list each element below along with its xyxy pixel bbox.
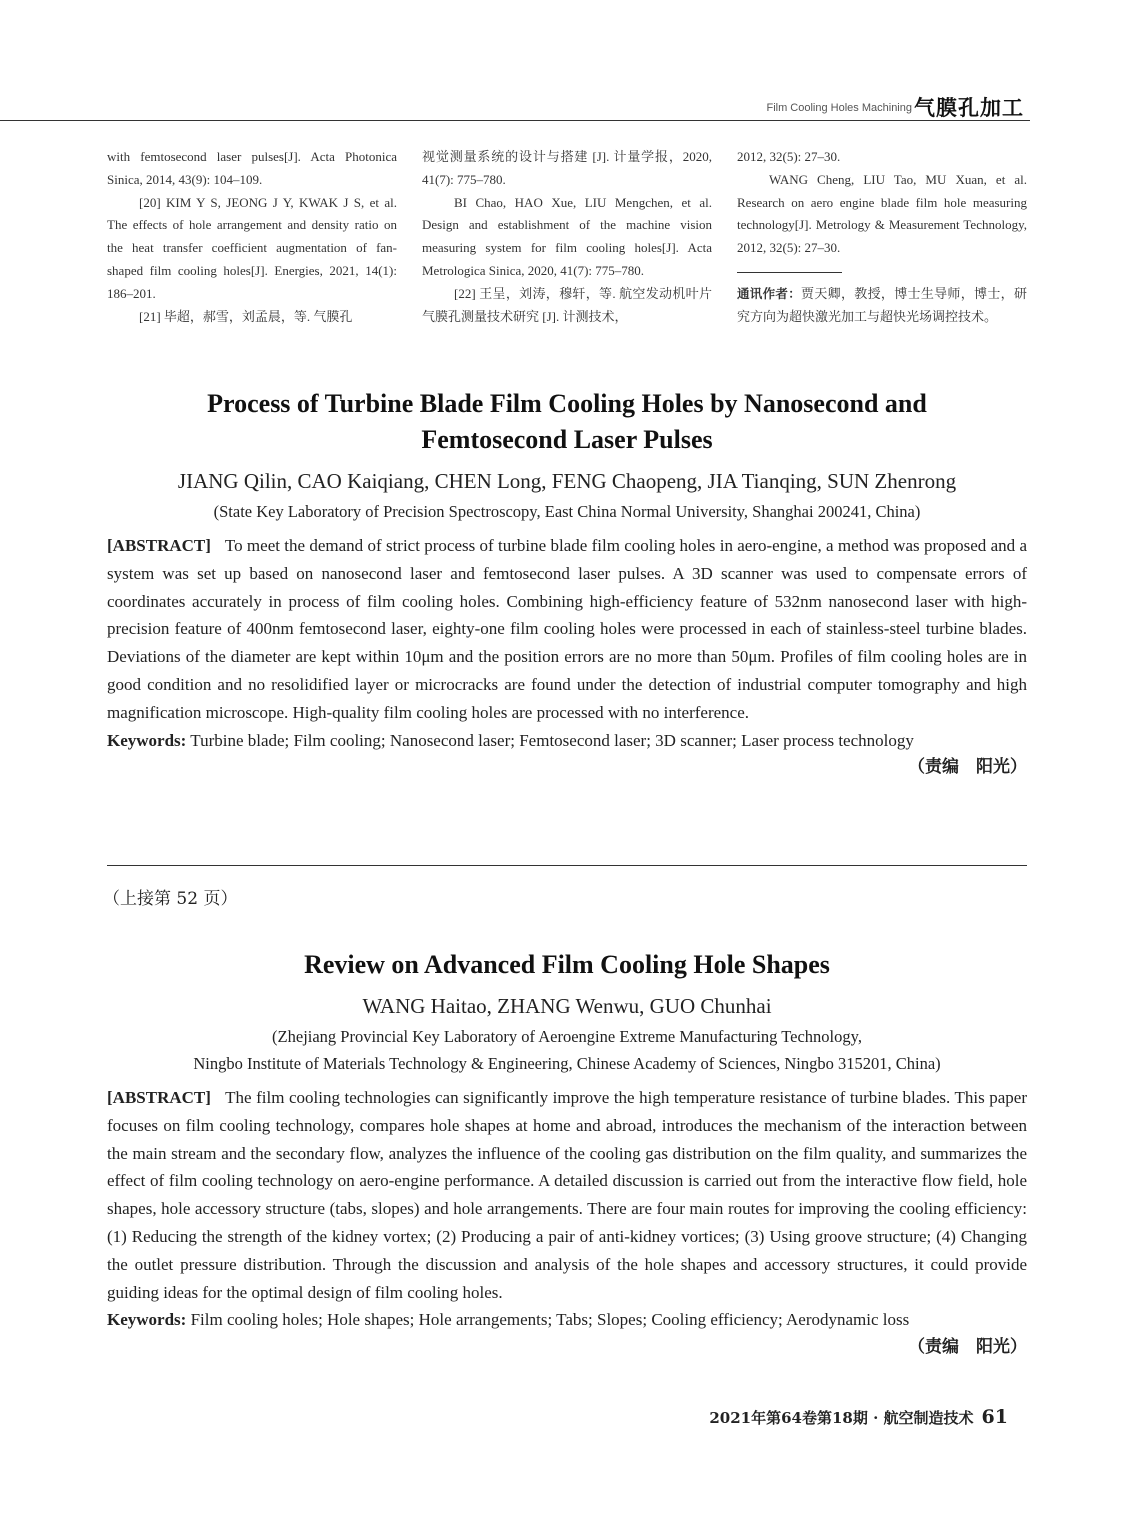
reference-entry: 2012, 32(5): 27–30. [737, 149, 841, 164]
article-1-affiliation: (State Key Laboratory of Precision Spectroscopy, East China Normal University, Shanghai 200241, China) [213, 502, 921, 521]
references-column-1 [107, 146, 397, 328]
article-2-abstract [107, 1084, 1027, 1306]
section-divider [107, 865, 1027, 866]
references-column-3 [737, 146, 1027, 329]
abstract-label: [ABSTRACT] [107, 1088, 211, 1107]
abstract-text: To meet the demand of strict process of turbine blade film cooling holes in aero-engine, a method was proposed and a system was set up based on nanosecond laser and femtosecond laser pulses. A 3D scanner was used to compensate errors of coordinates accurately in process of film cooling holes. Combining high-efficiency feature of 532nm nanosecond laser with high-precision feature of 400nm femtosecond laser, eighty-one film cooling holes were processed in each of stainless-steel turbine blades. Deviations of the diameter are kept within 10μm and the position errors are no more than 50μm. Profiles of film cooling holes are in good condition and no resolidified layer or microcracks are found under the detection of industrial computer tomography and high magnification microscope. High-quality film cooling holes are processed with no interference. [107, 536, 1027, 722]
article-2-affiliation-line-2: Ningbo Institute of Materials Technology & Engineering, Chinese Academy of Sciences, Ningbo 315201, China) [193, 1054, 941, 1073]
keywords-text: Film cooling holes; Hole shapes; Hole arrangements; Tabs; Slopes; Cooling efficiency; Aerodynamic loss [190, 1310, 910, 1330]
keywords-text: Turbine blade; Film cooling; Nanosecond laser; Femtosecond laser; 3D scanner; Laser process technology [190, 730, 914, 750]
correspondence-label: 通讯作者： [737, 285, 802, 301]
article-1-keywords [107, 727, 1027, 755]
keywords-label: Keywords: [107, 1310, 187, 1330]
article-2-affiliation [107, 1023, 1027, 1077]
reference-entry: [20] KIM Y S, JEONG J Y, KWAK J S, et al. The effects of hole arrangement and density ratio on the heat transfer coefficient augmentation of fan-shaped film cooling holes[J]. Energies, 2021, 14(1): 186–201. [107, 194, 397, 301]
article-1-title-line-1: Process of Turbine Blade Film Cooling Holes by Nanosecond and [207, 389, 927, 418]
page-number: 61 [981, 1406, 1008, 1428]
article-1-authors: JIANG Qilin, CAO Kaiqiang, CHEN Long, FENG Chaopeng, JIA Tianqing, SUN Zhenrong [177, 469, 957, 493]
reference-entry: [21] 毕超，郝雪，刘孟晨，等. 气膜孔 [139, 308, 353, 324]
reference-entry: WANG Cheng, LIU Tao, MU Xuan, et al. Research on aero engine blade film hole measuring technology[J]. Metrology & Measurement Technology, 2012, 32(5): 27–30. [737, 171, 1027, 256]
references-column-2 [422, 146, 712, 328]
keywords-label: Keywords: [107, 730, 187, 750]
article-1-title-line-2: Femtosecond Laser Pulses [421, 425, 713, 454]
page-footer [709, 1406, 1008, 1428]
article-2-title: Review on Advanced Film Cooling Hole Shapes [304, 950, 830, 979]
issue-info: 2021年第64卷第18期 · 航空制造技术 [709, 1409, 974, 1427]
abstract-label: [ABSTRACT] [107, 536, 211, 555]
article-2 [107, 947, 1027, 1360]
correspondence-note [737, 283, 1027, 329]
running-header [0, 92, 1030, 122]
article-1-title [107, 386, 1027, 458]
article-1 [107, 386, 1027, 780]
article-2-editor: （责编 阳光） [908, 1337, 1027, 1358]
article-2-authors: WANG Haitao, ZHANG Wenwu, GUO Chunhai [362, 994, 772, 1018]
footnote-rule [737, 272, 842, 273]
continued-from-note: （上接第 52 页） [103, 889, 238, 909]
reference-entry: BI Chao, HAO Xue, LIU Mengchen, et al. Design and establishment of the machine vision measuring system for film cooling holes[J]. Acta Metrologica Sinica, 2020, 41(7): 775–780. [422, 194, 712, 278]
reference-entry: [22] 王呈，刘涛，穆轩，等. 航空发动机叶片气膜孔测量技术研究 [J]. 计测技术， [422, 285, 712, 324]
journal-section-en: Film Cooling Holes Machining [766, 102, 912, 114]
reference-entry: with femtosecond laser pulses[J]. Acta Photonica Sinica, 2014, 43(9): 104–109. [107, 149, 397, 187]
abstract-text: The film cooling technologies can significantly improve the high temperature resistance of turbine blades. This paper focuses on film cooling technology, compares hole shapes at home and abroad, introduces the mechanism of the interaction between the main stream and the secondary flow, analyzes the influence of the cooling gas distribution on the film quality, and summarizes the effect of film cooling technology on aero-engine performance. A detailed discussion is carried out from the interactive flow field, hole shapes, hole accessory structure (tabs, slopes) and hole arrangements. There are four main routes for improving the cooling efficiency: (1) Reducing the strength of the kidney vortex; (2) Producing a pair of anti-kidney vortices; (3) Using groove structure; (4) Changing the outlet pressure distribution. Through the discussion and analysis of the hole shapes and accessory structures, it could provide guiding ideas for the optimal design of film cooling holes. [107, 1088, 1027, 1302]
header-rule [0, 120, 1030, 121]
correspondence-text: 贾天卿，教授，博士生导师，博士，研究方向为超快激光加工与超快光场调控技术。 [737, 285, 1027, 324]
article-1-editor: （责编 阳光） [908, 757, 1027, 778]
article-2-affiliation-line-1: (Zhejiang Provincial Key Laboratory of Aeroengine Extreme Manufacturing Technology, [272, 1027, 862, 1046]
references-section [107, 146, 1027, 336]
reference-entry: 视觉测量系统的设计与搭建 [J]. 计量学报，2020, 41(7): 775–780. [422, 149, 712, 187]
article-2-keywords [107, 1306, 1027, 1334]
article-1-abstract [107, 532, 1027, 727]
journal-section-cn: 气膜孔加工 [914, 95, 1024, 120]
